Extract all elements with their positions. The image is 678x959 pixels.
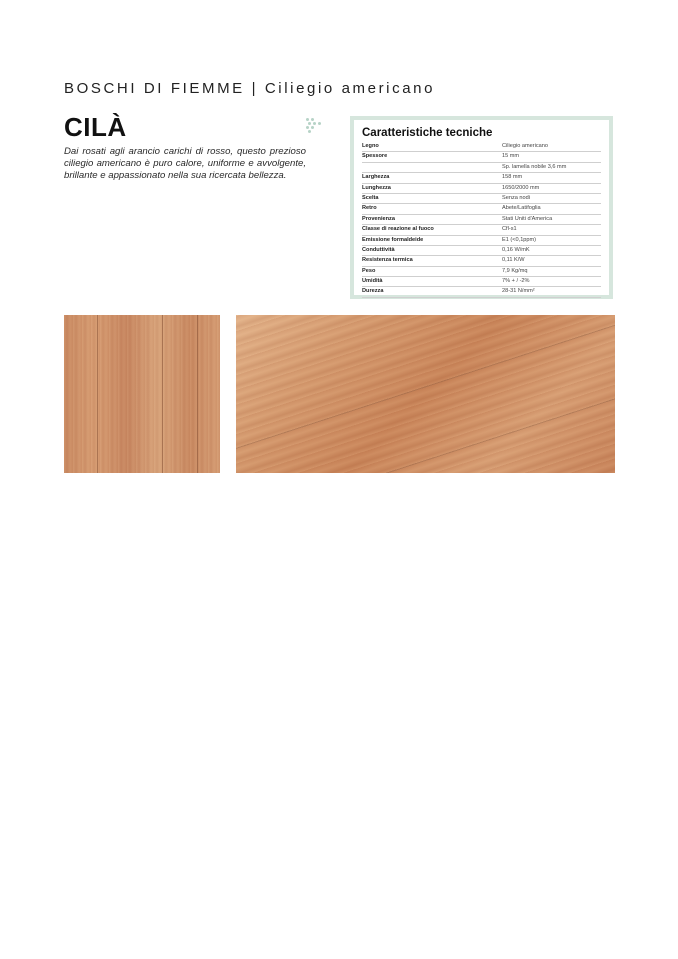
spec-row [362, 277, 601, 287]
spec-value: 28-31 N/mm² [502, 288, 535, 295]
spec-value: 15 mm [502, 153, 520, 160]
spec-row [362, 215, 601, 225]
spec-label: Larghezza [362, 174, 390, 181]
spec-row [362, 173, 601, 183]
spec-value: E1 (<0,1ppm) [502, 236, 537, 243]
spec-row [362, 267, 601, 277]
spec-label: Legno [362, 143, 379, 149]
spec-label: Emissione formaldeide [362, 236, 424, 243]
spec-label: Peso [362, 267, 376, 274]
product-description: Dai rosati agli arancio carichi di rosso, questo prezioso ciliegio americano è puro calore, uniforme e avvolgente, brillante e appassionato nella sua ricercata bellezza. [64, 146, 306, 181]
spec-row [362, 152, 601, 162]
spec-row [362, 204, 601, 214]
spec-row [362, 194, 601, 204]
spec-label [362, 163, 502, 172]
floor-installation-image [236, 315, 615, 473]
spec-value: Senza nodi [502, 194, 530, 201]
spec-label: Spessore [362, 153, 388, 160]
spec-value: Ciliegio americano [502, 143, 549, 149]
spec-value: 7,9 Kg/mq [502, 267, 528, 274]
product-title: CILÀ [64, 112, 127, 142]
spec-label: Retro [362, 205, 377, 212]
brand-name: BOSCHI DI FIEMME [64, 80, 245, 97]
wood-sample-image [64, 315, 220, 473]
species-name: Ciliegio americano [264, 80, 436, 97]
spec-row [362, 163, 601, 173]
spec-value: 1650/2000 mm [502, 184, 540, 191]
spec-value: Abete/Latifoglia [502, 205, 541, 212]
spec-label: Scelta [362, 194, 379, 201]
spec-label: Durezza [362, 288, 384, 295]
dot-cluster-icon [306, 118, 324, 134]
spec-value: Stati Uniti d'America [502, 215, 553, 222]
spec-value: 158 mm [502, 174, 523, 181]
technical-specs-box [350, 116, 613, 299]
spec-row [362, 287, 601, 297]
spec-value: 0,11 K/W [502, 257, 525, 264]
spec-value: 7% + / -2% [502, 278, 530, 285]
spec-row [362, 256, 601, 266]
spec-label: Resistenza termica [362, 257, 413, 264]
spec-label: Provenienza [362, 215, 395, 222]
specs-table [362, 142, 601, 298]
spec-row [362, 246, 601, 256]
spec-row [362, 184, 601, 194]
spec-value: Cfl-s1 [502, 226, 517, 233]
spec-label: Lunghezza [362, 184, 391, 191]
spec-row [362, 142, 601, 152]
spec-label: Umidità [362, 278, 383, 285]
page-header [64, 80, 435, 97]
header-separator: | [251, 80, 259, 97]
spec-row [362, 225, 601, 235]
spec-label: Classe di reazione al fuoco [362, 226, 434, 233]
spec-value: Sp. lamella nobile 3,6 mm [502, 163, 567, 170]
spec-row [362, 236, 601, 246]
spec-value: 0,16 W/mK [502, 246, 530, 253]
specs-title: Caratteristiche tecniche [362, 127, 493, 139]
spec-label: Conduttività [362, 246, 395, 253]
